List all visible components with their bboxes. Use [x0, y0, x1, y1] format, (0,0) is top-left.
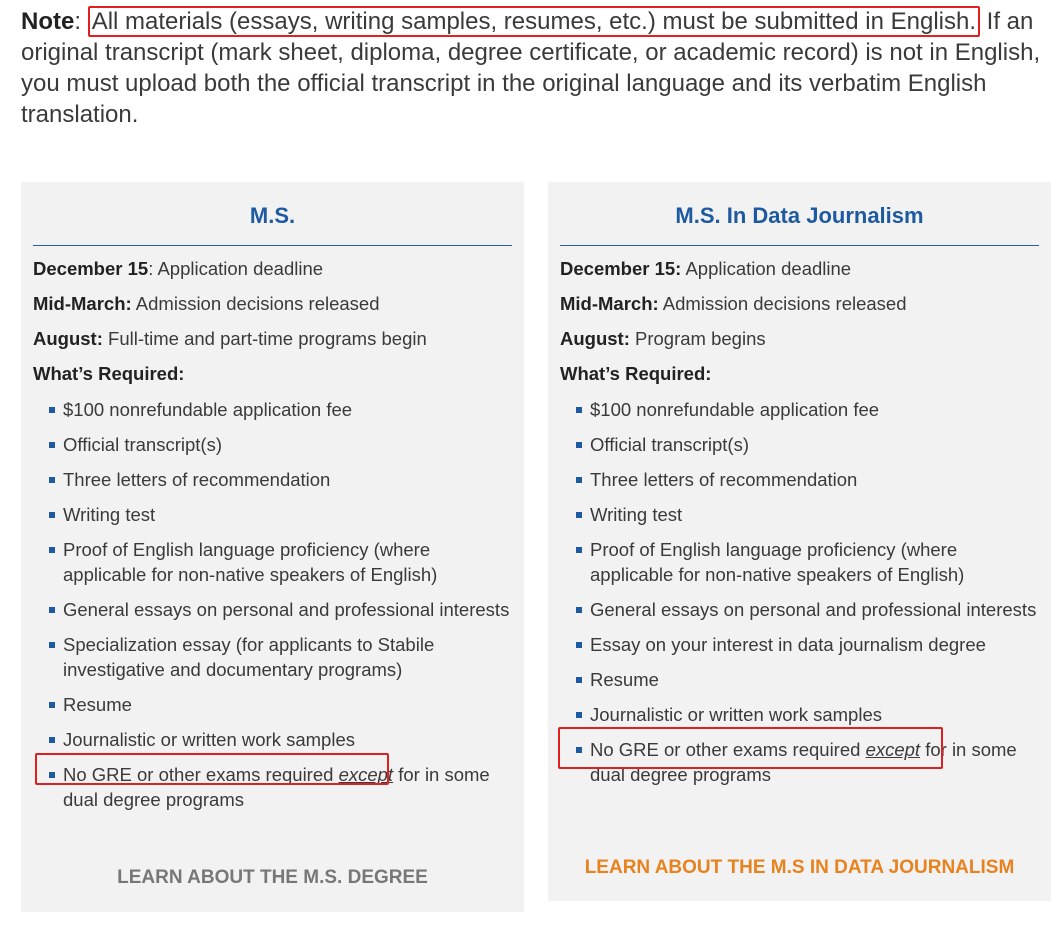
date-line [560, 257, 1039, 281]
date-label: December 15: [560, 258, 682, 279]
date-line [560, 327, 1039, 351]
requirements-heading: What’s Required: [33, 363, 185, 384]
list-item: Essay on your interest in data journalism degree [576, 632, 1039, 657]
date-line [33, 327, 512, 351]
list-item: Resume [49, 692, 512, 717]
list-item: No GRE or other exams required except for in some dual degree programs [49, 762, 512, 812]
list-item: Three letters of recommendation [576, 467, 1039, 492]
date-text: Program begins [635, 328, 766, 349]
emphasis-text: except [338, 764, 394, 785]
date-label: August: [33, 328, 103, 349]
list-item: Resume [576, 667, 1039, 692]
emphasis-text: except [865, 739, 921, 760]
learn-about-data-journalism-link[interactable]: LEARN ABOUT THE M.S IN DATA JOURNALISM [584, 857, 1015, 878]
list-item: Specialization essay (for applicants to Stabile investigative and documentary programs) [49, 632, 512, 682]
date-text: Application deadline [685, 258, 852, 279]
note-text: If an original transcript (mark sheet, diploma, degree certificate, or academic record) is not in English, you must upload both the official transcript in the original language and its verbatim English translation. [21, 8, 1041, 128]
list-item: Writing test [576, 502, 1039, 527]
list-item: Writing test [49, 502, 512, 527]
requirements-list [560, 397, 1039, 787]
date-label: August: [560, 328, 630, 349]
list-item: General essays on personal and professional interests [49, 597, 512, 622]
date-line: December 15: Application deadline [33, 258, 324, 279]
dates-list [560, 257, 1039, 351]
list-item: Official transcript(s) [49, 432, 512, 457]
note-paragraph: Note: All materials (essays, writing samples, resumes, etc.) must be submitted in English. If an original transcript (mark sheet, diploma, degree certificate, or academic record) is not in English, you must upload both the official transcript in the original language and its verbatim English translation. [21, 8, 1041, 128]
date-text: Admission decisions released [662, 293, 907, 314]
list-item: Proof of English language proficiency (where applicable for non-native speakers of English) [49, 537, 512, 587]
card-title: M.S. [33, 182, 512, 246]
date-label: December 15 [33, 258, 149, 279]
ms-degree-card [21, 182, 524, 912]
date-label: Mid-March: [33, 293, 132, 314]
note-label: Note [21, 8, 75, 35]
list-item-work-samples: Journalistic or written work samples [49, 727, 512, 752]
list-item: $100 nonrefundable application fee [49, 397, 512, 422]
date-text: Application deadline [157, 258, 324, 279]
date-text: Full-time and part-time programs begin [108, 328, 427, 349]
list-item: $100 nonrefundable application fee [576, 397, 1039, 422]
list-item: General essays on personal and professional interests [576, 597, 1039, 622]
date-label: Mid-March: [560, 293, 659, 314]
requirements-list [33, 397, 512, 812]
list-item-work-samples: Journalistic or written work samples [576, 702, 1039, 727]
card-title: M.S. In Data Journalism [560, 182, 1039, 246]
requirements-heading: What’s Required: [560, 363, 712, 384]
date-line [560, 292, 1039, 316]
highlighted-sentence: All materials (essays, writing samples, resumes, etc.) must be submitted in English. [88, 6, 980, 37]
list-item: Three letters of recommendation [49, 467, 512, 492]
list-item: No GRE or other exams required except for in some dual degree programs [576, 737, 1039, 787]
learn-about-ms-link[interactable]: LEARN ABOUT THE M.S. DEGREE [117, 867, 428, 888]
date-text: Admission decisions released [135, 293, 380, 314]
list-item: Proof of English language proficiency (where applicable for non-native speakers of English) [576, 537, 1039, 587]
data-journalism-card [548, 182, 1051, 901]
list-item: Official transcript(s) [576, 432, 1039, 457]
dates-list [33, 257, 512, 351]
date-line [33, 292, 512, 316]
